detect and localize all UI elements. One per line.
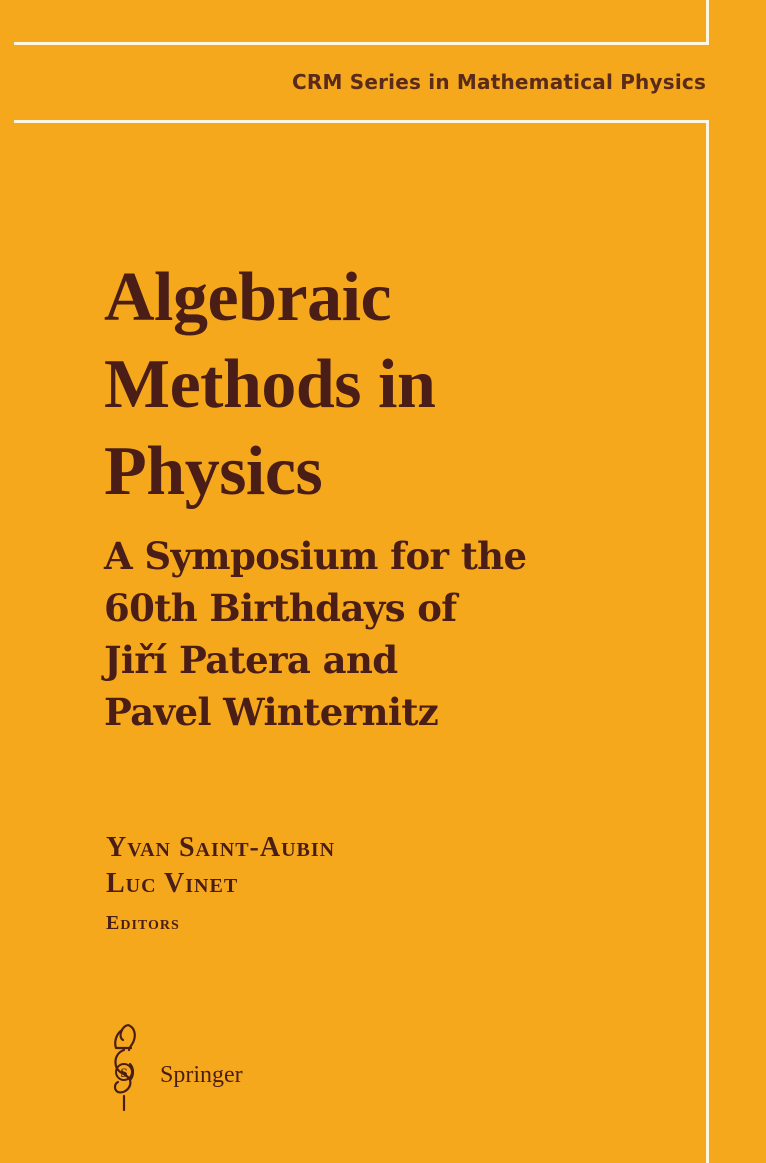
title-line: Algebraic xyxy=(104,259,392,336)
vertical-rule xyxy=(706,120,709,1163)
subtitle-line: 60th Birthdays of xyxy=(104,586,457,630)
series-rule xyxy=(14,120,708,123)
editor-name: Yvan Saint-Aubin xyxy=(106,832,336,863)
subtitle-line: Pavel Winternitz xyxy=(104,690,439,734)
top-rule xyxy=(14,42,708,45)
subtitle-line: Jiří Patera and xyxy=(104,638,398,682)
top-vertical-rule xyxy=(706,0,709,45)
book-title xyxy=(104,254,435,515)
title-line: Methods in xyxy=(104,346,436,423)
editor-name: Luc Vinet xyxy=(106,868,239,899)
publisher-name: Springer xyxy=(160,1062,243,1088)
editors-label: Editors xyxy=(106,912,180,934)
subtitle-line: A Symposium for the xyxy=(104,534,527,578)
book-subtitle xyxy=(104,530,526,738)
springer-knight-icon xyxy=(100,1018,148,1114)
svg-text:S: S xyxy=(120,1065,128,1080)
title-line: Physics xyxy=(104,433,323,510)
series-name: CRM Series in Mathematical Physics xyxy=(292,70,707,94)
